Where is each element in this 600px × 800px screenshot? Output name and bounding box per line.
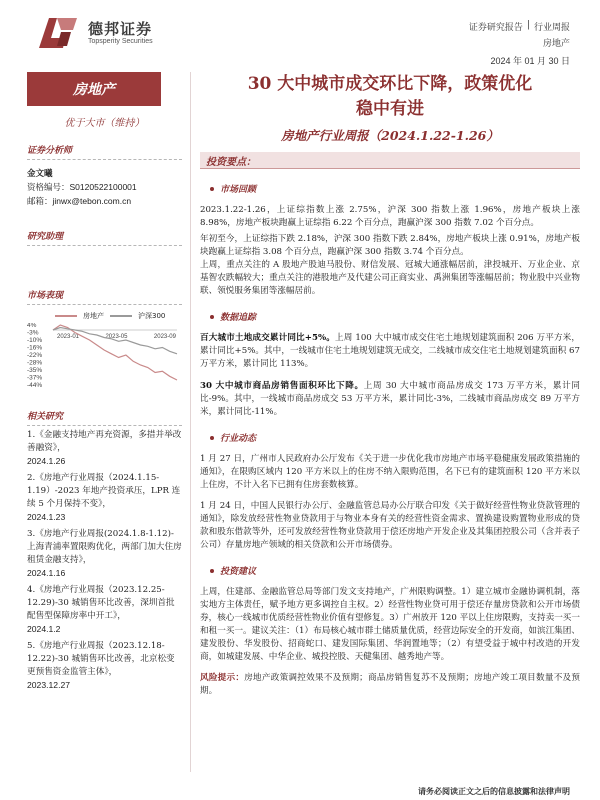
related-item-date: 2024.1.26 xyxy=(27,456,66,466)
section-title: 市场回顾 xyxy=(220,185,257,195)
para-text: 上周 100 大中城市成交住宅土地规划建筑面积 206 万平方米，累计同比+5%。其中，一线城市住宅土地规划建筑无成交，二线城市成交住宅土地规划建筑面积 67 万平方米，累计同比 113%。 xyxy=(200,333,581,369)
para-text: 上周 30 大中城市商品房成交 173 万平方米，累计同比-9%。其中，一线城市商品房成交 53 万平方米，累计同比-3%，二线城市商品房成交 89 万平方米，累计同比-11%。 xyxy=(200,381,580,417)
key-points-bar: 投资要点： xyxy=(200,152,580,169)
industry-label: 房地产 xyxy=(542,39,570,49)
section-investment-advice xyxy=(210,564,580,577)
analyst-info xyxy=(27,168,182,209)
related-item-title: 4.《房地产行业周报（2023.12.25-12.29)-30 城销售环比改善，深圳首批配售型保障房率中开工》， xyxy=(27,585,175,621)
related-item-date: 2024.1.16 xyxy=(27,568,66,578)
report-meta xyxy=(469,20,570,49)
market-performance-chart xyxy=(27,323,182,395)
cert-label: 资格编号： xyxy=(27,183,70,193)
main-title-line1: 30 大中城市成交环比下降，政策优化 xyxy=(247,74,533,94)
para-lead: 百大城市土地成交累计同比+5%。 xyxy=(200,333,336,343)
title-block xyxy=(200,72,580,144)
related-item[interactable] xyxy=(27,472,182,525)
related-item-title: 5.《房地产行业周报（2023.12.18-12.22)-30 城销售环比改善，北京松变更预售资金监管主体》， xyxy=(27,641,175,677)
risk-warning xyxy=(200,672,580,698)
bullet-icon xyxy=(210,315,214,319)
legend-index: 沪深300 xyxy=(138,312,166,320)
market-chart-heading: 市场表现 xyxy=(27,288,182,305)
legend-swatch-sector xyxy=(55,315,77,317)
related-item-title: 1.《金融支持地产再充资源，多措并举改善融资》， xyxy=(27,430,182,453)
x-tick-label: 2023-01 xyxy=(57,334,80,340)
doc-kind: 行业周报 xyxy=(533,23,570,33)
analyst-email[interactable]: jinwx@tebon.com.cn xyxy=(52,196,132,206)
email-label: 邮箱： xyxy=(27,197,53,207)
analyst-name: 金文曦 xyxy=(27,169,53,179)
y-tick-label: -35% xyxy=(27,367,43,374)
section-data-tracking xyxy=(210,310,580,323)
paragraph: 上周，重点关注的 A 股地产股迪马股份、财信发展、冠城大通涨幅居前，津投城开、万业企业、京基智农跌幅较大；重点关注的港股地产及代建公司正商实业、禹洲集团等涨幅居前；物业股中兴业物联、领悦服务集团等涨幅居前。 xyxy=(200,260,580,296)
report-date: 2024 年 01 月 30 日 xyxy=(490,56,570,66)
x-tick-label: 2023-09 xyxy=(153,334,176,340)
rating: 优于大市（维持） xyxy=(64,118,145,129)
section-title: 行业动态 xyxy=(220,434,257,444)
risk-text: 房地产政策调控效果不及预期；商品房销售复苏不及预期；房地产竣工项目数量不及预期。 xyxy=(200,673,580,696)
page-header xyxy=(0,0,600,70)
series-line-index xyxy=(53,328,177,354)
doc-type: 证券研究报告 xyxy=(468,23,523,33)
y-tick-label: -37% xyxy=(27,374,43,382)
paragraph xyxy=(200,380,580,419)
x-tick-label: 2023-05 xyxy=(105,334,128,340)
paragraph: 2023.1.22-1.26，上证综指数上涨 2.75%，沪深 300 指数上涨 1.96%，房地产板块上涨 8.98%，房地产板块跑赢上证综指 6.22 个百分点，跑赢沪深 300 指数 7.02 个百分点。 xyxy=(200,205,580,228)
logo-mark-icon xyxy=(35,12,81,52)
y-tick-label: -28% xyxy=(27,359,43,367)
related-item-title: 3.《房地产行业周报(2024.1.8-1.12)-上海青浦率置限购优化，两部门加大住房租赁金融支持》， xyxy=(27,529,182,565)
related-item-date: 2023.12.27 xyxy=(27,680,71,690)
paragraph: 年初至今，上证综指下跌 2.18%，沪深 300 指数下跌 2.84%，房地产板块上涨 0.91%，房地产板块跑赢上证综指 3.08 个百分点，跑赢沪深 300 指数 3.74 个百分点。 xyxy=(200,234,580,257)
logo-english: Topsperity Securities xyxy=(88,38,153,45)
analyst-cert xyxy=(27,181,182,195)
related-heading: 相关研究 xyxy=(27,409,182,426)
para-lead: 30 大中城市商品房销售面积环比下降。 xyxy=(200,381,364,391)
main-title-line2: 稳中有进 xyxy=(356,99,424,119)
paragraph: 1 月 27 日，广州市人民政府办公厅发布《关于进一步优化我市房地产市场平稳健康发展政策措施的通知》，在限购区域内 120 平方米以上的住房不纳入限购范围，名下已有的建筑面积 120 平方米以上住房，不计入名下已拥有住房套数核算。 xyxy=(200,454,580,490)
subtitle: 房地产行业周报（2024.1.22-1.26） xyxy=(281,128,499,143)
paragraph: 1 月 24 日，中国人民银行办公厅、金融监管总局办公厅联合印发《关于做好经营性物业贷款管理的通知》，除发放经营性物业贷款用于与物业本身有关的经营性资金需求、置换建设购置物业形成的贷款和股东借款等外，还可发放经营性物业贷款用于偿还房地产开发企业及其集团控股公司（含并表子公司）存量房地产领域的相关贷款和公开市场债券。 xyxy=(200,501,580,550)
paragraph: 上周，住建部、金融监管总局等部门发文支持地产，广州限购调整。1）建立城市金融协调机制，落实地方主体责任，赋予地方更多调控自主权。2）经营性物业贷可用于偿还存量房贷款和公开市场债券，核心一线城市优质经营性物业价值有望修复。3）广州放开 120 平以上住房限购，支持卖一买一和租一买一。建议关注：（1）布局核心城市群土储质量优质，经营边际安全的开发商，如滨江集团、建发股份、华发股份、招商蛇口、建发国际集团、华润置地等；（2）有望受益于城中村改造的开发商，如城建发展、中华企业、城投控股、天健集团、越秀地产等。 xyxy=(200,587,580,662)
related-item[interactable] xyxy=(27,429,182,469)
separator: | xyxy=(526,20,530,30)
section-title: 数据追踪 xyxy=(220,313,257,323)
y-tick-label: -10% xyxy=(27,337,43,344)
sector-badge: 房地产 xyxy=(27,72,161,106)
bullet-icon xyxy=(210,569,214,573)
paragraph xyxy=(200,332,580,371)
related-item[interactable] xyxy=(27,528,182,581)
related-item-title: 2.《房地产行业周报（2024.1.15-1.19）-2023 年地产投资承压，LPR 连续 5 个月保持不变》， xyxy=(27,473,181,509)
y-tick-label: -22% xyxy=(27,352,43,359)
section-title: 投资建议 xyxy=(220,567,257,577)
left-column xyxy=(27,112,182,693)
y-tick-label: 4% xyxy=(27,323,37,329)
y-tick-label: -44% xyxy=(27,382,43,389)
bullet-icon xyxy=(210,436,214,440)
section-market-review xyxy=(210,182,580,195)
logo-text: 德邦证券 xyxy=(88,20,153,38)
legend-swatch-index xyxy=(110,315,132,317)
disclaimer-footer: 请务必阅读正文之后的信息披露和法律声明 xyxy=(418,786,570,796)
cert-number: S0120522100001 xyxy=(69,182,137,192)
related-item[interactable] xyxy=(27,640,182,693)
bullet-icon xyxy=(210,187,214,191)
chart-legend xyxy=(55,311,182,321)
related-item-date: 2024.1.2 xyxy=(27,624,61,634)
related-item-date: 2024.1.23 xyxy=(27,512,66,522)
y-tick-label: -16% xyxy=(27,344,43,352)
analyst-heading: 证券分析师 xyxy=(27,143,182,160)
related-item[interactable] xyxy=(27,584,182,637)
column-divider xyxy=(190,72,191,772)
analyst-email-row xyxy=(27,195,182,209)
legend-sector: 房地产 xyxy=(83,312,104,320)
related-list xyxy=(27,429,182,693)
risk-label: 风险提示： xyxy=(200,673,245,683)
section-industry-news xyxy=(210,431,580,444)
research-assistant-heading: 研究助理 xyxy=(27,229,182,246)
right-column xyxy=(200,152,580,698)
y-tick-label: -3% xyxy=(27,329,39,337)
